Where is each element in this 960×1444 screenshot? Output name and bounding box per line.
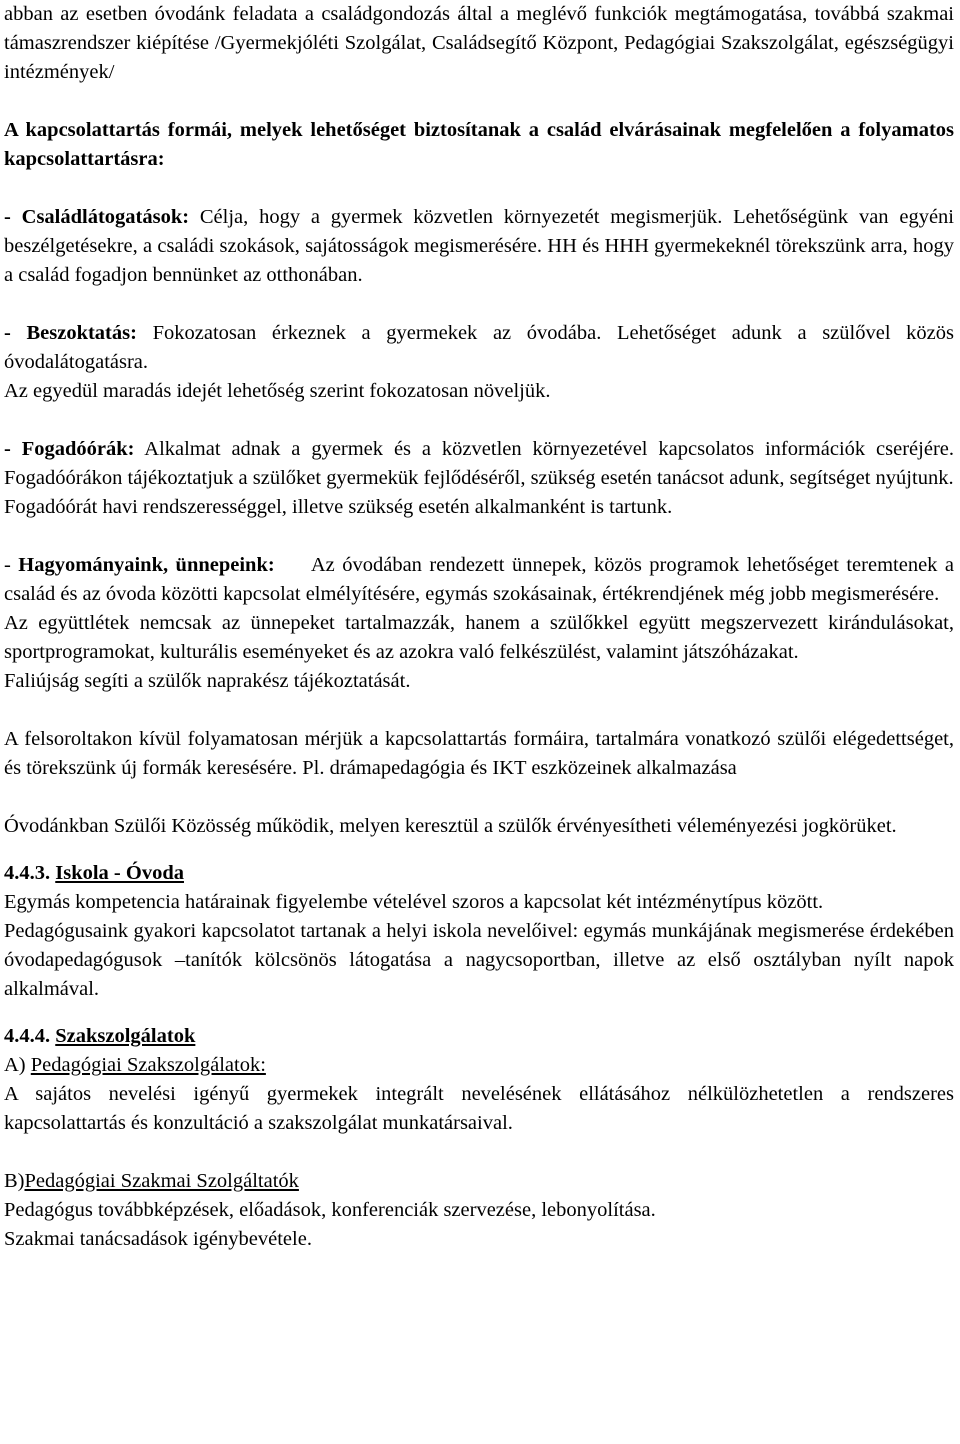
family-visits-text: Célja, hogy a gyermek közvetlen környezetét megismerjük. Lehetőségünk van egyéni beszélgetésekre, a családi szokások, sajátosságok megismerésére. HH és HHH gyermekeknél törekszünk arra, hogy a család fogadjon bennünket az otthonában. xyxy=(4,206,955,286)
traditions-paragraph xyxy=(4,551,960,609)
office-hours-paragraph xyxy=(4,435,954,493)
school-heading-title: Iskola - Óvoda xyxy=(55,862,184,884)
settling-in-paragraph xyxy=(4,319,954,377)
office-hours-dash: - xyxy=(4,438,22,460)
school-heading-number: 4.4.3. xyxy=(4,862,56,884)
services-b-prefix: B) xyxy=(4,1170,25,1192)
services-a-title: Pedagógiai Szakszolgálatok: xyxy=(30,1054,266,1076)
school-heading xyxy=(4,859,954,888)
office-hours-label: Fogadóórák: xyxy=(21,438,135,460)
services-a-text: A sajátos nevelési igényű gyermekek integrált nevelésének ellátásához nélkülözhetetlen a rendszeres kapcsolattartás és konzultáció a szakszolgálat munkatársaival. xyxy=(4,1083,954,1134)
services-a-prefix: A) xyxy=(4,1054,31,1076)
family-visits-paragraph xyxy=(4,203,954,290)
settling-in-label: Beszoktatás: xyxy=(26,322,137,344)
measurement-paragraph: A felsoroltakon kívül folyamatosan mérjük a kapcsolattartás formáira, tartalmára vonatkozó szülői elégedettséget, és törekszünk új formák keresésére. Pl. drámapedagógia és IKT eszközeinek alkalmazása xyxy=(4,728,954,779)
parents-community-paragraph: Óvodánkban Szülői Közösség működik, melyen keresztül a szülők érvényesítheti véleményezési jogkörüket. xyxy=(4,815,897,837)
services-b-text2: Szakmai tanácsadások igénybevétele. xyxy=(4,1228,312,1250)
intro-paragraph: abban az esetben óvodánk feladata a családgondozás által a meglévő funkciók megtámogatása, továbbá szakmai támaszrendszer kiépítése /Gyermekjóléti Szolgálat, Családsegítő Központ, Pedagógiai Szakszolgálat, egészségügyi intézmények/ xyxy=(4,3,954,83)
school-text2: Pedagógusaink gyakori kapcsolatot tartanak a helyi iskola nevelőivel: egymás munkájának megismerése érdekében óvodapedagógusok –tanítók kölcsönös látogatása a nagycsoportban, illetve az első osztályban nyílt napok alkalmával. xyxy=(4,920,954,1000)
services-a-heading xyxy=(4,1051,954,1080)
services-heading-number: 4.4.4. xyxy=(4,1025,56,1047)
traditions-label: Hagyományaink, ünnepeink: xyxy=(18,554,275,576)
family-visits-dash: - xyxy=(4,206,22,228)
school-text1: Egymás kompetencia határainak figyelembe vételével szoros a kapcsolat két intézménytípus között. xyxy=(4,891,824,913)
traditions-line2: Az együttlétek nemcsak az ünnepeket tartalmazzák, hanem a szülőkkel együtt megszervezett kirándulásokat, sportprogramokat, kulturális eseményeket és az azokra való felkészülést, valamint játszóházakat. xyxy=(4,612,954,663)
services-heading xyxy=(4,1022,954,1051)
office-hours-text: Alkalmat adnak a gyermek és a közvetlen környezetével kapcsolatos információk cseréjére. Fogadóórákon tájékoztatjuk a szülőket gyermekük fejlődéséről, szükség esetén tanácsot adunk, segítséget nyújtunk. xyxy=(4,438,954,489)
settling-in-text: Fokozatosan érkeznek a gyermekek az óvodába. Lehetőséget adunk a szülővel közös óvodalátogatásra. xyxy=(4,322,954,373)
settling-in-line2: Az egyedül maradás idejét lehetőség szerint fokozatosan növeljük. xyxy=(4,380,551,402)
services-b-title: Pedagógiai Szakmai Szolgáltatók xyxy=(24,1170,299,1192)
traditions-dash: - xyxy=(4,554,19,576)
family-visits-label: Családlátogatások: xyxy=(21,206,190,228)
settling-in-dash: - xyxy=(4,322,27,344)
traditions-text: Az óvodában rendezett ünnepek, közös programok lehetőséget teremtenek a család és az óvoda közötti kapcsolat elmélyítésére, egymás szokásainak, értékrendjének még jobb megismerésére. xyxy=(4,554,960,605)
traditions-line3: Faliújság segíti a szülők naprakész tájékoztatását. xyxy=(4,670,411,692)
contact-forms-heading: A kapcsolattartás formái, melyek lehetőséget biztosítanak a család elvárásainak megfelelően a folyamatos kapcsolattartásra: xyxy=(4,119,954,170)
services-b-heading xyxy=(4,1167,954,1196)
services-b-text1: Pedagógus továbbképzések, előadások, konferenciák szervezése, lebonyolítása. xyxy=(4,1199,656,1221)
services-heading-title: Szakszolgálatok xyxy=(55,1025,196,1047)
office-hours-line2: Fogadóórát havi rendszerességgel, illetve szükség esetén alkalmanként is tartunk. xyxy=(4,496,673,518)
